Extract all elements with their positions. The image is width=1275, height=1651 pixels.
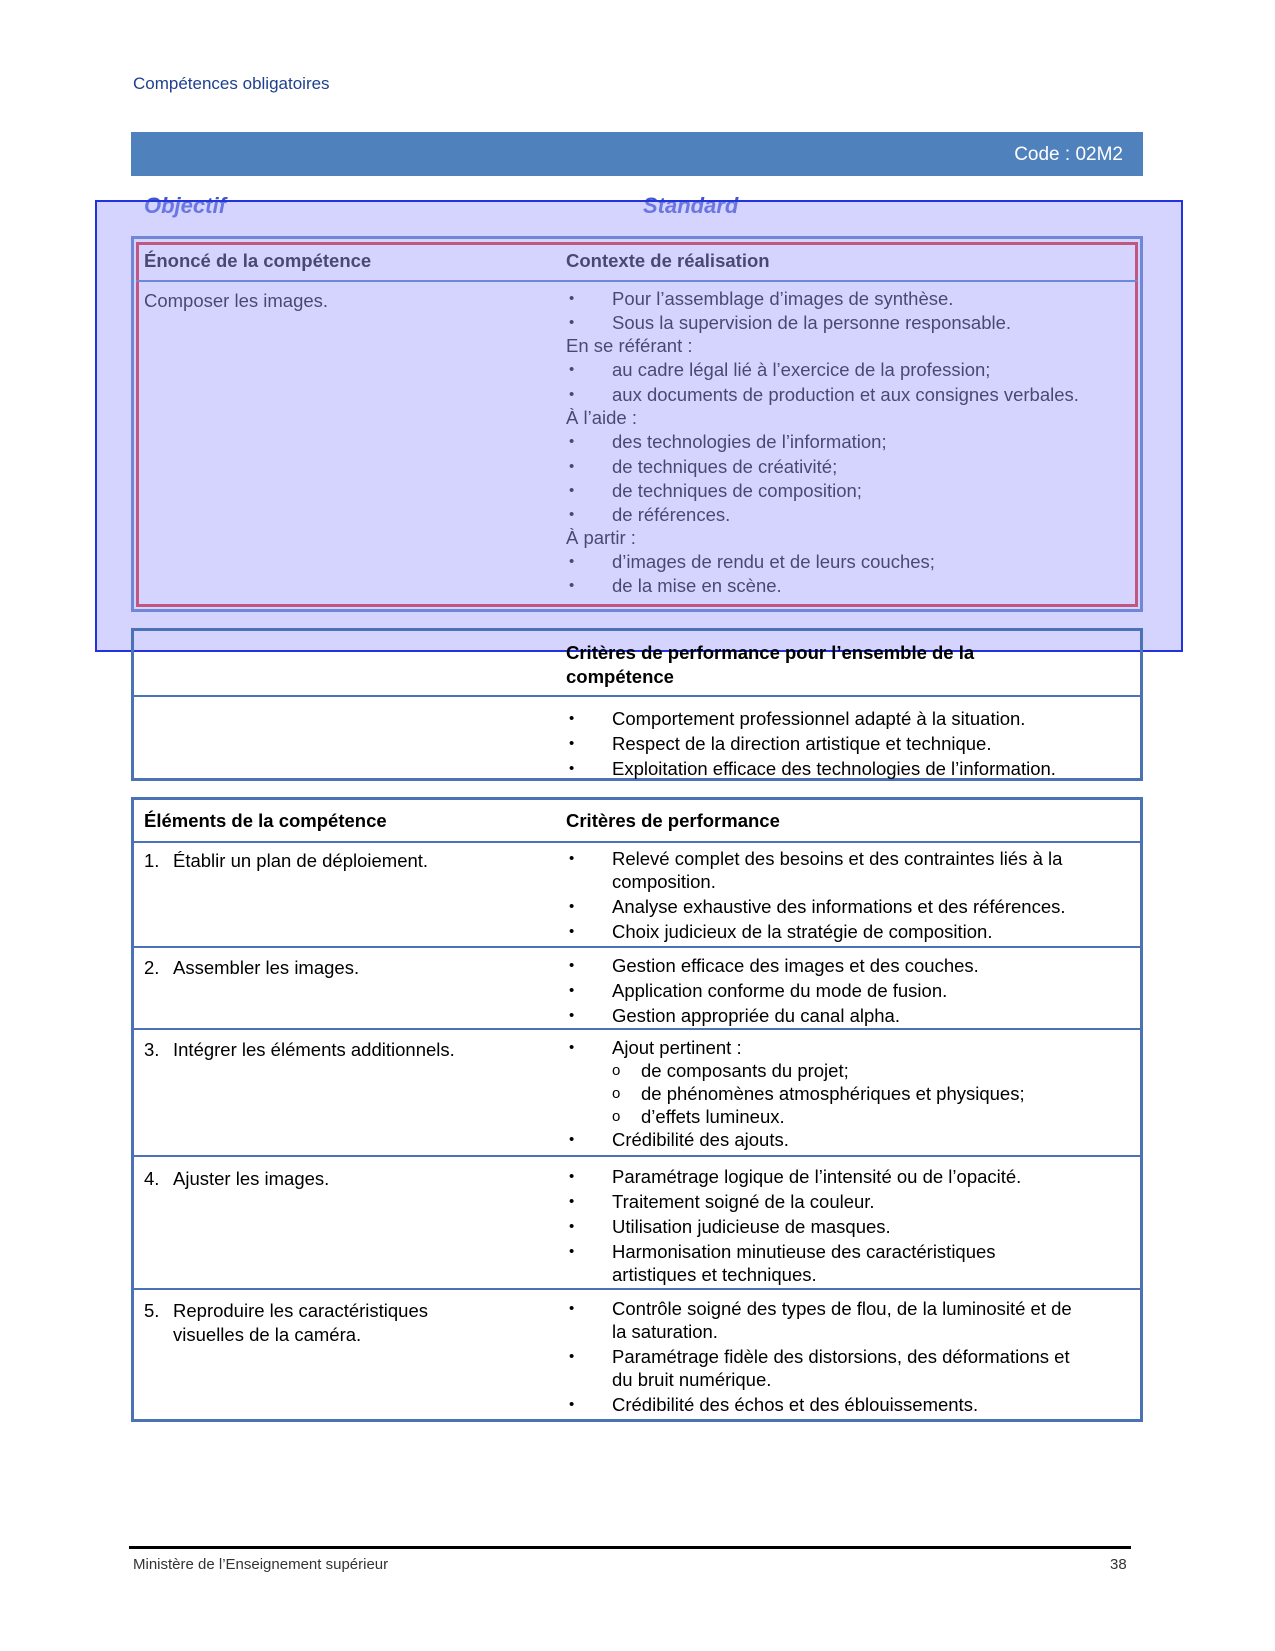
divider <box>131 1288 1143 1290</box>
context-item: de la mise en scène. <box>612 575 782 596</box>
divider <box>131 946 1143 948</box>
bullet-icon: • <box>569 850 575 867</box>
divider <box>131 1155 1143 1157</box>
criterion-item: Paramétrage logique de l’intensité ou de l’opacité. <box>612 1166 1022 1187</box>
criterion-item: Analyse exhaustive des informations et des références. <box>612 896 1066 917</box>
element-2-num: 2. <box>144 957 160 978</box>
element-2-label: Assembler les images. <box>173 957 360 978</box>
element-4-label: Ajuster les images. <box>173 1168 330 1189</box>
criterion-subitem: d’effets lumineux. <box>641 1106 785 1127</box>
bullet-icon: • <box>569 923 575 940</box>
divider <box>131 695 1143 697</box>
bullet-icon: • <box>569 506 575 523</box>
criterion-item: artistiques et techniques. <box>612 1264 817 1285</box>
bullet-icon: • <box>569 1218 575 1235</box>
competency-code: Code : 02M2 <box>1014 144 1123 165</box>
bullet-icon: • <box>569 361 575 378</box>
sub-bullet-icon: o <box>612 1108 621 1125</box>
global-criterion: Respect de la direction artistique et technique. <box>612 733 992 754</box>
global-criteria-header-line1: Critères de performance pour l’ensemble de la <box>566 642 975 663</box>
criterion-intro: Ajout pertinent : <box>612 1037 742 1058</box>
footer-page-number: 38 <box>1110 1556 1127 1573</box>
bullet-icon: • <box>569 553 575 570</box>
bullet-icon: • <box>569 1131 575 1148</box>
footer-ministry: Ministère de l’Enseignement supérieur <box>133 1556 389 1573</box>
context-item: d’images de rendu et de leurs couches; <box>612 551 935 572</box>
context-item: au cadre légal lié à l’exercice de la profession; <box>612 359 991 380</box>
standard-heading: Standard <box>643 193 739 218</box>
sub-bullet-icon: o <box>612 1085 621 1102</box>
element-5-num: 5. <box>144 1300 160 1321</box>
context-subheading: À partir : <box>566 527 636 548</box>
element-1-label: Établir un plan de déploiement. <box>173 850 429 871</box>
bullet-icon: • <box>569 1193 575 1210</box>
bullet-icon: • <box>569 1348 575 1365</box>
context-item: de techniques de composition; <box>612 480 862 501</box>
bullet-icon: • <box>569 482 575 499</box>
statement-col-header: Énoncé de la compétence <box>144 250 372 271</box>
bullet-icon: • <box>569 982 575 999</box>
objectif-heading: Objectif <box>144 193 226 218</box>
bullet-icon: • <box>569 1396 575 1413</box>
criterion-item: Traitement soigné de la couleur. <box>612 1191 875 1212</box>
criterion-item: Gestion appropriée du canal alpha. <box>612 1005 900 1026</box>
selection-overlay <box>95 200 1183 652</box>
elements-col-header: Éléments de la compétence <box>144 810 387 831</box>
element-1-num: 1. <box>144 850 160 871</box>
criterion-subitem: de phénomènes atmosphériques et physiques; <box>641 1083 1025 1104</box>
global-criteria-header-line2: compétence <box>566 666 674 687</box>
criterion-item: Application conforme du mode de fusion. <box>612 980 948 1001</box>
criteria-col-header: Critères de performance <box>566 810 780 831</box>
context-item: aux documents de production et aux consignes verbales. <box>612 384 1079 405</box>
divider <box>131 1028 1143 1030</box>
criterion-item: Harmonisation minutieuse des caractéristiques <box>612 1241 996 1262</box>
criterion-item: Utilisation judicieuse de masques. <box>612 1216 891 1237</box>
element-5-label-line2: visuelles de la caméra. <box>173 1324 362 1345</box>
bullet-icon: • <box>569 898 575 915</box>
criterion-item: du bruit numérique. <box>612 1369 772 1390</box>
criterion-item: Contrôle soigné des types de flou, de la luminosité et de <box>612 1298 1072 1319</box>
code-bar <box>131 132 1143 176</box>
competency-statement: Composer les images. <box>144 290 329 311</box>
bullet-icon: • <box>569 314 575 331</box>
context-item: de références. <box>612 504 731 525</box>
criterion-item: Paramétrage fidèle des distorsions, des déformations et <box>612 1346 1070 1367</box>
divider <box>131 841 1143 843</box>
footer-rule <box>129 1546 1131 1549</box>
element-3-label: Intégrer les éléments additionnels. <box>173 1039 455 1060</box>
criterion-item: composition. <box>612 871 716 892</box>
sub-bullet-icon: o <box>612 1062 621 1079</box>
criterion-item: Crédibilité des ajouts. <box>612 1129 789 1150</box>
element-3-num: 3. <box>144 1039 160 1060</box>
criterion-item: Relevé complet des besoins et des contraintes liés à la <box>612 848 1063 869</box>
bullet-icon: • <box>569 710 575 727</box>
context-col-header: Contexte de réalisation <box>566 250 770 271</box>
context-item: Pour l’assemblage d’images de synthèse. <box>612 288 954 309</box>
bullet-icon: • <box>569 1168 575 1185</box>
element-5-label-line1: Reproduire les caractéristiques <box>173 1300 429 1321</box>
bullet-icon: • <box>569 290 575 307</box>
bullet-icon: • <box>569 386 575 403</box>
context-item: des technologies de l’information; <box>612 431 887 452</box>
bullet-icon: • <box>569 760 575 777</box>
criterion-item: Crédibilité des échos et des éblouissements. <box>612 1394 979 1415</box>
bullet-icon: • <box>569 1039 575 1056</box>
bullet-icon: • <box>569 957 575 974</box>
global-criterion: Exploitation efficace des technologies de l’information. <box>612 758 1056 779</box>
context-item: Sous la supervision de la personne responsable. <box>612 312 1012 333</box>
criterion-item: la saturation. <box>612 1321 718 1342</box>
page-header-label: Compétences obligatoires <box>133 74 330 93</box>
context-subheading: À l’aide : <box>566 407 637 428</box>
context-subheading: En se référant : <box>566 335 693 356</box>
criterion-subitem: de composants du projet; <box>641 1060 849 1081</box>
bullet-icon: • <box>569 577 575 594</box>
context-item: de techniques de créativité; <box>612 456 838 477</box>
bullet-icon: • <box>569 433 575 450</box>
global-criterion: Comportement professionnel adapté à la situation. <box>612 708 1026 729</box>
bullet-icon: • <box>569 458 575 475</box>
criterion-item: Choix judicieux de la stratégie de composition. <box>612 921 993 942</box>
bullet-icon: • <box>569 735 575 752</box>
bullet-icon: • <box>569 1007 575 1024</box>
bullet-icon: • <box>569 1300 575 1317</box>
criterion-item: Gestion efficace des images et des couches. <box>612 955 979 976</box>
bullet-icon: • <box>569 1243 575 1260</box>
element-4-num: 4. <box>144 1168 160 1189</box>
